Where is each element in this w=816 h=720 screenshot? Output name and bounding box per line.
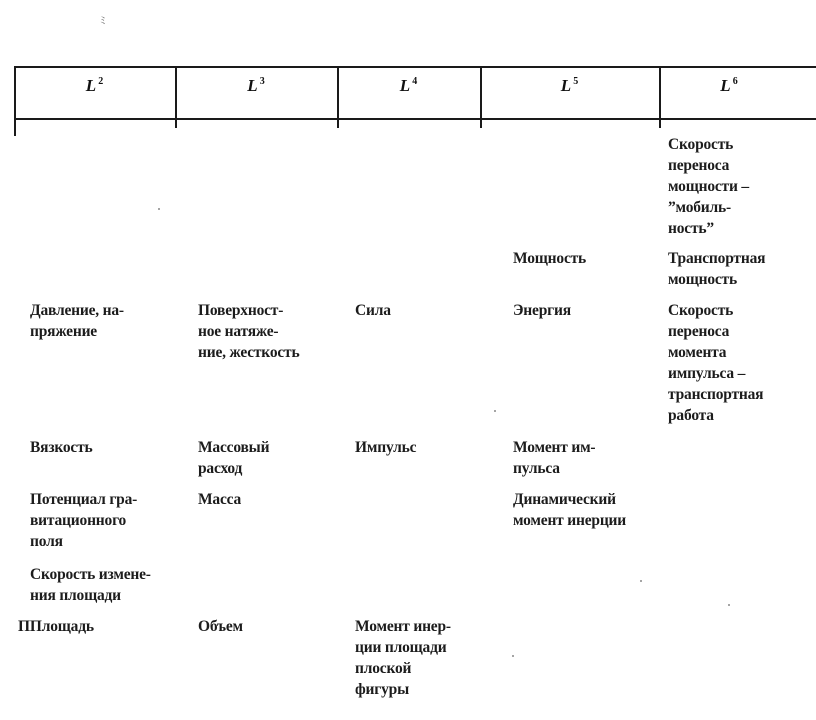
column-header-l2: L $^2$ <box>85 76 104 95</box>
header-top-rule <box>14 66 816 68</box>
table-cell: Момент инер- ции площади плоской фигуры <box>355 618 451 698</box>
table-cell: Давление, на- пряжение <box>30 302 124 340</box>
table-cell: Объем <box>198 618 243 635</box>
column-header-l4: L $^4$ <box>399 76 418 95</box>
table-cell: Транспортная мощность <box>668 250 766 288</box>
header-bottom-rule <box>14 118 816 120</box>
column-header-l3: L $^3$ <box>247 76 265 95</box>
table-cell: Мощность <box>513 250 587 267</box>
table-cell: ППлощадь <box>18 618 94 635</box>
scan-speck <box>158 208 160 210</box>
scan-speck <box>728 604 730 606</box>
column-header-l6: L $^6$ <box>720 76 738 95</box>
table-cell: Скорость измене- ния площади <box>30 566 151 604</box>
table-cell: Момент им- пульса <box>513 439 596 477</box>
table-cell: Массовый расход <box>198 439 270 477</box>
table-cell: Скорость переноса момента импульса – транспортная работа <box>668 302 764 424</box>
table-cell: Сила <box>355 302 391 319</box>
column-header-l5: L $^5$ <box>560 76 579 95</box>
scan-speck <box>494 410 496 412</box>
scan-mark: ﾐ <box>100 15 106 27</box>
table-cell: Потенциал гра- витационного поля <box>30 491 138 550</box>
scan-speck <box>512 655 514 657</box>
table-cell: Импульс <box>355 439 417 456</box>
table-cell: Поверхност- ное натяже- ние, жесткость <box>198 302 300 361</box>
table-cell: Динамический момент инерции <box>513 491 627 529</box>
scan-speck <box>640 580 642 582</box>
table-cell: Энергия <box>513 302 571 319</box>
table-cell: Масса <box>198 491 242 508</box>
table-cell: Скорость переноса мощности – ”мобиль- ность” <box>668 136 749 237</box>
table-cell: Вязкость <box>30 439 93 456</box>
